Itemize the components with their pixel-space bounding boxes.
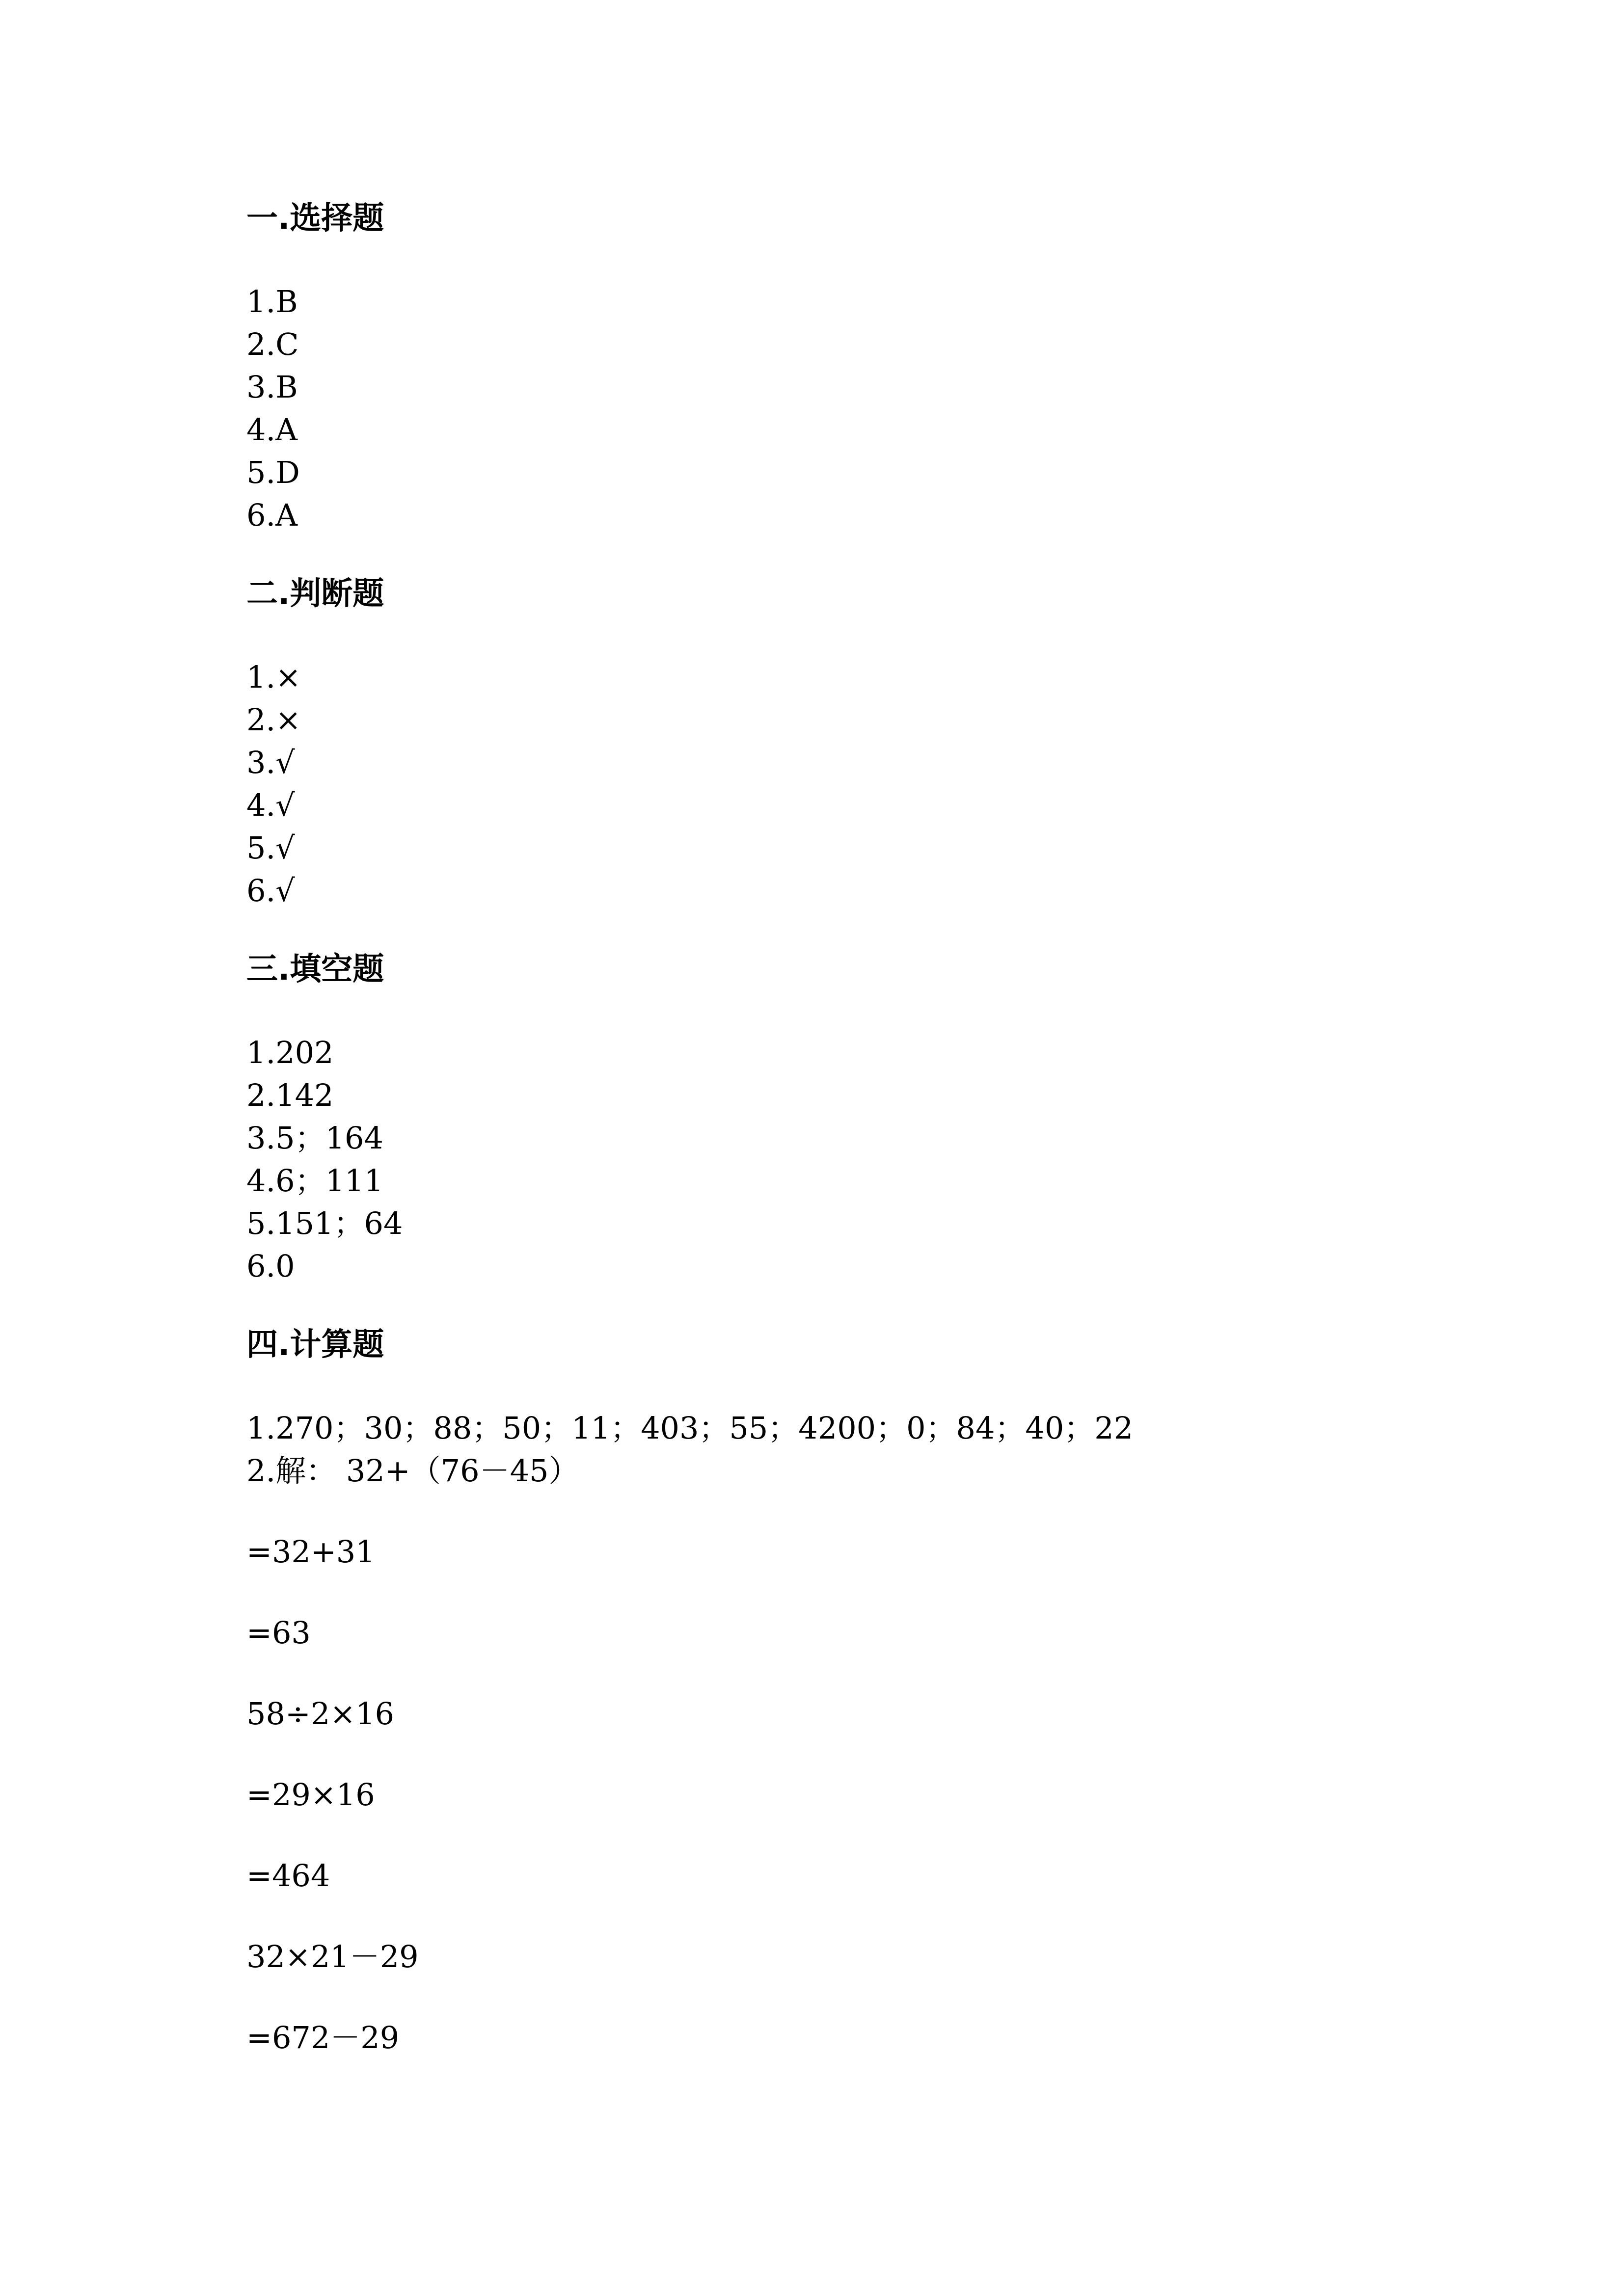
section-heading-judgment: 二.判断题 bbox=[246, 576, 384, 612]
calc-step: =672－29 bbox=[246, 2020, 400, 2056]
calc-step: =63 bbox=[246, 1615, 311, 1651]
section-heading-fill-in: 三.填空题 bbox=[246, 951, 384, 988]
calc-step: 32×21－29 bbox=[246, 1939, 419, 1975]
fill-answer-3: 3.5；164 bbox=[246, 1120, 383, 1156]
calc-answer-2-header: 2.解： 32+（76－45） bbox=[246, 1453, 579, 1489]
calc-step: =29×16 bbox=[246, 1777, 375, 1813]
choice-answer-1: 1.B bbox=[246, 284, 298, 320]
judgment-answer-4: 4.√ bbox=[246, 787, 295, 823]
judgment-answer-6: 6.√ bbox=[246, 873, 295, 908]
judgment-answer-3: 3.√ bbox=[246, 745, 295, 780]
section-heading-calculation: 四.计算题 bbox=[246, 1327, 384, 1363]
fill-answer-4: 4.6；111 bbox=[246, 1163, 383, 1199]
fill-answer-6: 6.0 bbox=[246, 1248, 295, 1284]
calc-step: 58÷2×16 bbox=[246, 1696, 395, 1732]
judgment-answer-5: 5.√ bbox=[246, 830, 295, 866]
calc-step: =464 bbox=[246, 1858, 330, 1894]
judgment-answer-2: 2.× bbox=[246, 702, 301, 738]
fill-answer-1: 1.202 bbox=[246, 1035, 334, 1070]
choice-answer-5: 5.D bbox=[246, 454, 300, 490]
section-heading-choice: 一.选择题 bbox=[246, 200, 384, 237]
calc-answer-1: 1.270；30；88；50；11；403；55；4200；0；84；40；22 bbox=[246, 1410, 1134, 1446]
calc-step: =32+31 bbox=[246, 1534, 375, 1570]
fill-answer-2: 2.142 bbox=[246, 1077, 334, 1113]
choice-answer-3: 3.B bbox=[246, 369, 298, 405]
choice-answer-4: 4.A bbox=[246, 412, 298, 448]
judgment-answer-1: 1.× bbox=[246, 659, 301, 695]
choice-answer-6: 6.A bbox=[246, 497, 298, 533]
fill-answer-5: 5.151；64 bbox=[246, 1205, 403, 1241]
choice-answer-2: 2.C bbox=[246, 326, 299, 362]
